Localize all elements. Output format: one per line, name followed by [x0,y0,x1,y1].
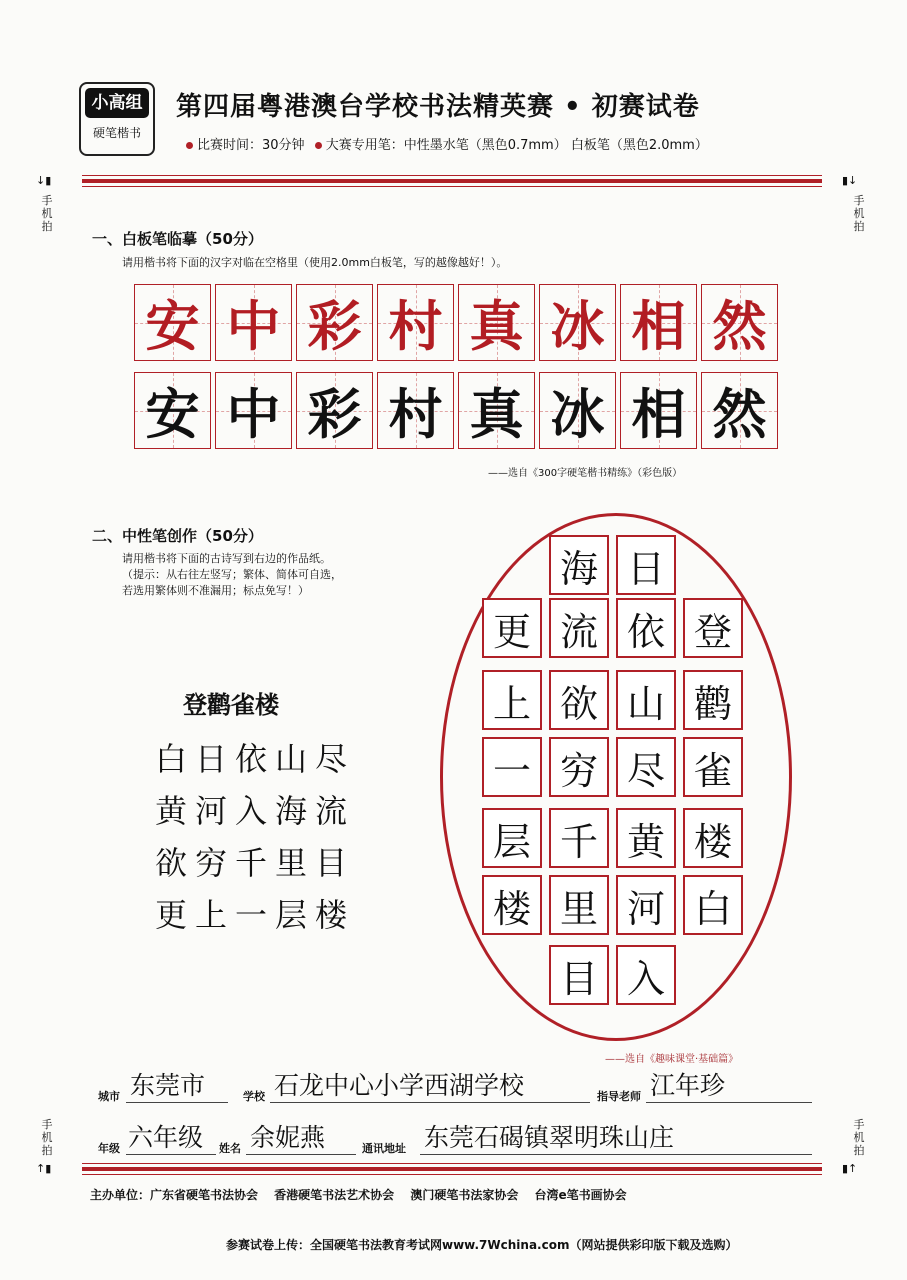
side-label-right-bottom: 手 机 拍 [853,1118,865,1157]
category-badge [79,82,155,156]
poem-line: 白日依山尽 [155,740,356,778]
paper-cell[interactable]: 更 [482,598,542,658]
grade-label: 年级 [98,1142,120,1155]
paper-cell[interactable]: 入 [616,945,676,1005]
paper-cell[interactable]: 尽 [616,737,676,797]
paper-cell[interactable]: 千 [549,808,609,868]
paper-cell[interactable]: 雀 [683,737,743,797]
name-field[interactable]: 余妮燕 [250,1123,326,1152]
model-cell: 村 [377,284,454,361]
bullet-icon [315,142,322,149]
poem-title: 登鹳雀楼 [183,691,279,719]
paper-cell[interactable]: 里 [549,875,609,935]
answer-cell[interactable]: 村 [377,372,454,449]
answer-cell[interactable]: 真 [458,372,535,449]
badge-style-label: 硬笔楷书 [92,126,141,140]
teacher-label: 指导老师 [597,1090,641,1103]
model-row [134,284,782,361]
exam-time: 比赛时间：30分钟 [197,138,305,153]
section1-title: 一、白板笔临摹（50分） [92,230,263,248]
paper-cell[interactable]: 目 [549,945,609,1005]
paper-cell[interactable]: 白 [683,875,743,935]
city-field[interactable]: 东莞市 [130,1071,206,1100]
model-cell: 真 [458,284,535,361]
address-field[interactable]: 东莞石碣镇翠明珠山庄 [424,1123,675,1152]
answer-cell[interactable]: 相 [620,372,697,449]
arrow-down-icon: ↓▮ [36,174,52,187]
paper-cell[interactable]: 穷 [549,737,609,797]
paper-cell[interactable]: 日 [616,535,676,595]
section2-instruction: 请用楷书将下面的古诗写到右边的作品纸。 （提示：从右往左竖写；繁体、简体可自选， 若选用繁体则不准漏用；标点免写！） [122,552,342,597]
answer-cell[interactable]: 中 [215,372,292,449]
arrow-up-icon: ↑▮ [36,1162,52,1175]
school-field[interactable]: 石龙中心小学西湖学校 [274,1071,525,1100]
poem-line: 黄河入海流 [155,792,356,830]
answer-cell[interactable]: 冰 [539,372,616,449]
name-label: 姓名 [219,1142,241,1155]
grade-field[interactable]: 六年级 [128,1123,204,1152]
section1-instruction: 请用楷书将下面的汉字对临在空格里（使用2.0mm白板笔，写的越像越好！）。 [122,256,508,269]
model-cell: 然 [701,284,778,361]
paper-cell[interactable]: 上 [482,670,542,730]
paper-cell[interactable]: 河 [616,875,676,935]
model-cell: 彩 [296,284,373,361]
upload-info: 参赛试卷上传：全国硬笔书法教育考试网www.7Wchina.com（网站提供彩印版下载及选购） [226,1238,738,1252]
name-underline [246,1154,356,1155]
poem-line: 欲穷千里目 [155,844,356,882]
divider [82,1167,822,1171]
paper-cell[interactable]: 一 [482,737,542,797]
paper-cell[interactable]: 层 [482,808,542,868]
answer-row [134,372,782,449]
paper-cell[interactable]: 欲 [549,670,609,730]
city-underline [126,1102,228,1103]
model-cell: 相 [620,284,697,361]
teacher-underline [646,1102,812,1103]
address-label: 通讯地址 [362,1142,406,1155]
address-underline [420,1154,812,1155]
exam-info [186,134,708,153]
divider [82,175,822,176]
arrow-up-icon: ▮↑ [842,1162,858,1175]
divider [82,1163,822,1164]
paper-cell[interactable]: 海 [549,535,609,595]
side-label-left-bottom: 手 机 拍 [41,1118,53,1157]
city-label: 城市 [98,1090,120,1103]
answer-cell[interactable]: 彩 [296,372,373,449]
model-cell: 中 [215,284,292,361]
paper-cell[interactable]: 黄 [616,808,676,868]
paper-cell[interactable]: 依 [616,598,676,658]
section1-source: ——选自《300字硬笔楷书精练》（彩色版） [488,468,683,479]
divider [82,1174,822,1175]
side-label-right-top: 手 机 拍 [853,194,865,233]
side-label-left-top: 手 机 拍 [41,194,53,233]
organizers: 主办单位：广东省硬笔书法协会 香港硬笔书法艺术协会 澳门硬笔书法家协会 台湾e笔书画协会 [90,1188,627,1202]
model-cell: 安 [134,284,211,361]
school-underline [270,1102,590,1103]
bullet-icon [186,142,193,149]
grade-underline [126,1154,216,1155]
arrow-down-icon: ▮↓ [842,174,858,187]
teacher-field[interactable]: 江年珍 [650,1071,726,1100]
section2-source: ——选自《趣味课堂·基础篇》 [605,1054,739,1065]
poem-line: 更上一层楼 [155,896,356,934]
badge-group-label: 小高组 [85,88,149,118]
page-title: 第四届粤港澳台学校书法精英赛 • 初赛试卷 [176,92,700,122]
paper-cell[interactable]: 登 [683,598,743,658]
answer-cell[interactable]: 安 [134,372,211,449]
paper-cell[interactable]: 楼 [482,875,542,935]
paper-cell[interactable]: 流 [549,598,609,658]
pen-requirements: 大赛专用笔：中性墨水笔（黑色0.7mm） 白板笔（黑色2.0mm） [325,138,708,153]
paper-cell[interactable]: 山 [616,670,676,730]
divider [82,179,822,183]
paper-cell[interactable]: 楼 [683,808,743,868]
divider [82,186,822,187]
school-label: 学校 [243,1090,265,1103]
model-cell: 冰 [539,284,616,361]
answer-cell[interactable]: 然 [701,372,778,449]
paper-cell[interactable]: 鹳 [683,670,743,730]
section2-title: 二、中性笔创作（50分） [92,527,263,545]
